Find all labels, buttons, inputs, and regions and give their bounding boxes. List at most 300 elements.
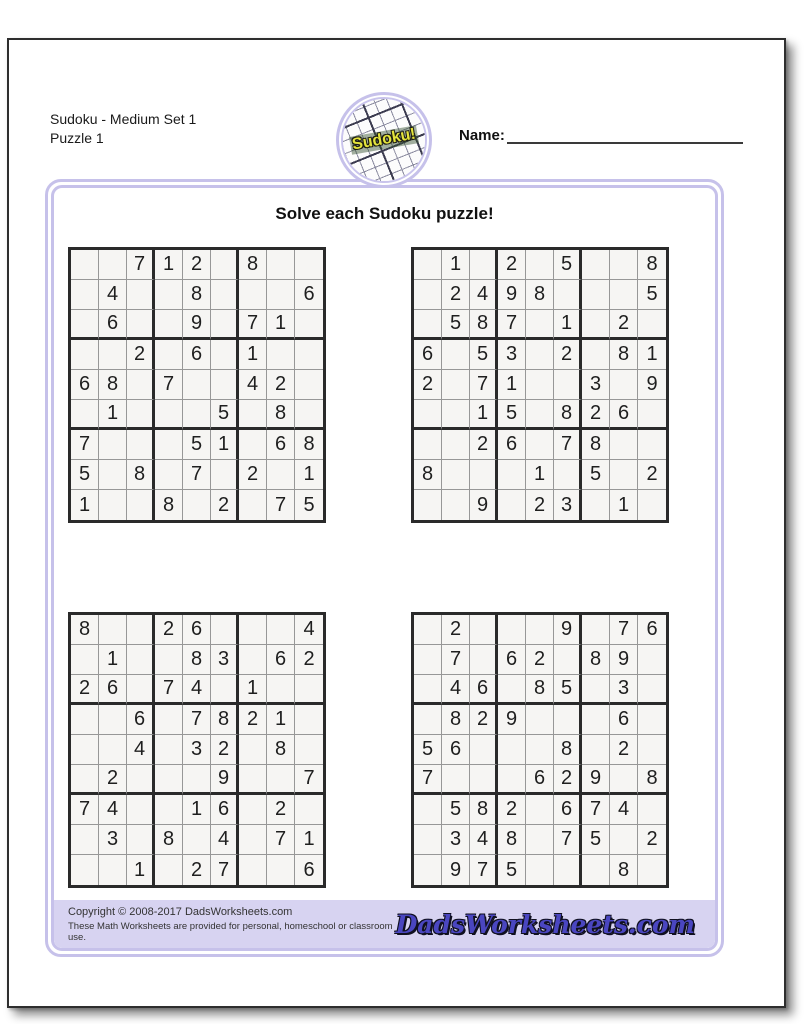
sudoku-cell: 7 <box>414 765 442 795</box>
sudoku-cell <box>295 340 323 370</box>
sudoku-cell <box>211 310 239 340</box>
sudoku-cell: 2 <box>554 765 582 795</box>
sudoku-cell <box>239 280 267 310</box>
sudoku-cell <box>526 250 554 280</box>
sudoku-cell: 7 <box>211 855 239 885</box>
sudoku-cell: 7 <box>239 310 267 340</box>
sudoku-cell: 6 <box>267 645 295 675</box>
sudoku-cell <box>99 340 127 370</box>
sudoku-cell: 2 <box>71 675 99 705</box>
set-title: Sudoku - Medium Set 1 <box>50 111 197 127</box>
sudoku-cell <box>127 370 155 400</box>
sudoku-grid-bottom-left <box>68 612 326 888</box>
sudoku-cell: 6 <box>267 430 295 460</box>
sudoku-cell: 6 <box>183 615 211 645</box>
sudoku-cell <box>582 855 610 885</box>
sudoku-cell: 7 <box>498 310 526 340</box>
sudoku-cell <box>99 490 127 520</box>
sudoku-cell: 9 <box>554 615 582 645</box>
sudoku-cell: 3 <box>610 675 638 705</box>
sudoku-cell <box>239 615 267 645</box>
sudoku-cell <box>155 340 183 370</box>
sudoku-cell <box>99 705 127 735</box>
name-blank-line <box>507 126 743 144</box>
sudoku-cell: 2 <box>211 490 239 520</box>
sudoku-cell <box>71 735 99 765</box>
sudoku-cell <box>127 645 155 675</box>
sudoku-cell <box>239 855 267 885</box>
sudoku-cell <box>211 370 239 400</box>
sudoku-cell <box>526 735 554 765</box>
sudoku-cell <box>526 400 554 430</box>
sudoku-cell <box>610 460 638 490</box>
sudoku-cell: 8 <box>498 825 526 855</box>
worksheet-page <box>7 38 786 1008</box>
sudoku-cell: 8 <box>267 735 295 765</box>
sudoku-cell <box>638 490 666 520</box>
sudoku-cell <box>295 795 323 825</box>
sudoku-cell <box>582 250 610 280</box>
sudoku-cell: 1 <box>610 490 638 520</box>
sudoku-cell: 9 <box>610 645 638 675</box>
sudoku-cell <box>442 430 470 460</box>
sudoku-cell: 1 <box>638 340 666 370</box>
sudoku-cell: 7 <box>183 705 211 735</box>
sudoku-cell: 6 <box>414 340 442 370</box>
sudoku-cell <box>414 430 442 460</box>
sudoku-cell: 5 <box>442 795 470 825</box>
sudoku-cell: 2 <box>610 735 638 765</box>
sudoku-cell <box>610 430 638 460</box>
sudoku-cell <box>582 280 610 310</box>
sudoku-cell <box>470 615 498 645</box>
sudoku-cell <box>526 705 554 735</box>
sudoku-cell <box>582 490 610 520</box>
sudoku-cell: 4 <box>99 280 127 310</box>
sudoku-cell: 5 <box>582 460 610 490</box>
puzzles-panel <box>45 179 724 957</box>
sudoku-cell <box>610 250 638 280</box>
sudoku-cell <box>99 430 127 460</box>
sudoku-cell <box>498 490 526 520</box>
sudoku-cell: 9 <box>211 765 239 795</box>
sudoku-cell: 8 <box>155 825 183 855</box>
sudoku-cell <box>554 855 582 885</box>
sudoku-cell <box>211 460 239 490</box>
sudoku-cell: 8 <box>526 675 554 705</box>
sudoku-cell: 5 <box>414 735 442 765</box>
sudoku-cell: 8 <box>442 705 470 735</box>
sudoku-cell <box>470 765 498 795</box>
sudoku-cell <box>414 795 442 825</box>
sudoku-cell <box>239 430 267 460</box>
sudoku-cell <box>239 765 267 795</box>
sudoku-cell <box>183 400 211 430</box>
sudoku-cell: 2 <box>442 280 470 310</box>
instruction-text: Solve each Sudoku puzzle! <box>275 204 494 223</box>
sudoku-cell <box>582 705 610 735</box>
sudoku-cell <box>211 280 239 310</box>
sudoku-cell <box>414 855 442 885</box>
sudoku-cell: 2 <box>554 340 582 370</box>
sudoku-cell: 4 <box>470 280 498 310</box>
sudoku-cell <box>267 280 295 310</box>
sudoku-cell: 7 <box>582 795 610 825</box>
sudoku-cell: 6 <box>442 735 470 765</box>
sudoku-cell: 8 <box>470 310 498 340</box>
sudoku-cell: 6 <box>295 280 323 310</box>
sudoku-cell: 7 <box>442 645 470 675</box>
sudoku-cell: 5 <box>211 400 239 430</box>
sudoku-cell <box>127 675 155 705</box>
sudoku-cell: 6 <box>303 858 315 881</box>
sudoku-cell <box>155 855 183 885</box>
sudoku-cell <box>183 825 211 855</box>
sudoku-cell: 2 <box>211 735 239 765</box>
sudoku-cell <box>155 400 183 430</box>
sudoku-cell <box>414 705 442 735</box>
sudoku-cell: 2 <box>498 795 526 825</box>
sudoku-cell: 1 <box>267 705 295 735</box>
sudoku-cell: 9 <box>582 765 610 795</box>
sudoku-cell <box>442 490 470 520</box>
sudoku-cell: 4 <box>470 825 498 855</box>
sudoku-cell <box>414 825 442 855</box>
sudoku-cell: 9 <box>498 705 526 735</box>
sudoku-cell: 8 <box>99 370 127 400</box>
sudoku-cell <box>267 675 295 705</box>
sudoku-cell: 8 <box>414 460 442 490</box>
sudoku-cell: 2 <box>582 400 610 430</box>
sudoku-cell <box>99 855 127 885</box>
sudoku-cell: 2 <box>610 310 638 340</box>
sudoku-cell <box>127 280 155 310</box>
sudoku-cell: 5 <box>303 493 315 516</box>
sudoku-cell: 2 <box>155 615 183 645</box>
sudoku-cell <box>295 370 323 400</box>
sudoku-cell <box>554 460 582 490</box>
sudoku-cell <box>442 400 470 430</box>
sudoku-cell <box>498 675 526 705</box>
sudoku-cell: 8 <box>183 280 211 310</box>
sudoku-cell: 1 <box>211 430 239 460</box>
sudoku-cell: 8 <box>267 400 295 430</box>
sudoku-cell: 1 <box>183 795 211 825</box>
sudoku-cell: 5 <box>470 340 498 370</box>
sudoku-cell: 2 <box>183 250 211 280</box>
sudoku-cell <box>554 645 582 675</box>
copyright-text: Copyright © 2008-2017 DadsWorksheets.com <box>68 905 293 918</box>
sudoku-cell: 6 <box>610 705 638 735</box>
sudoku-cell <box>183 370 211 400</box>
sudoku-cell <box>526 615 554 645</box>
sudoku-cell <box>526 855 554 885</box>
sudoku-cell <box>127 400 155 430</box>
sudoku-cell <box>610 280 638 310</box>
sudoku-cell: 1 <box>127 855 155 885</box>
sudoku-cell <box>414 615 442 645</box>
sudoku-logo-circle <box>341 97 427 183</box>
sudoku-cell <box>526 340 554 370</box>
sudoku-cell: 1 <box>554 310 582 340</box>
sudoku-cell: 8 <box>239 250 267 280</box>
sudoku-cell: 8 <box>554 400 582 430</box>
usage-text: These Math Worksheets are provided for personal, homeschool or classroom use. <box>68 920 393 943</box>
sudoku-cell: 6 <box>183 340 211 370</box>
sudoku-cell <box>127 795 155 825</box>
sudoku-cell <box>211 340 239 370</box>
sudoku-cell: 5 <box>183 430 211 460</box>
sudoku-cell <box>295 400 323 430</box>
sudoku-cell: 2 <box>526 645 554 675</box>
sudoku-cell: 1 <box>99 645 127 675</box>
sudoku-cell: 4 <box>211 825 239 855</box>
sudoku-cell <box>239 645 267 675</box>
dadsworksheets-logo: DadsWorksheets.com <box>395 909 695 939</box>
sudoku-cell <box>442 765 470 795</box>
sudoku-cell <box>127 765 155 795</box>
sudoku-cell: 2 <box>442 615 470 645</box>
sudoku-cell <box>239 795 267 825</box>
sudoku-cell <box>470 460 498 490</box>
sudoku-cell <box>610 825 638 855</box>
sudoku-cell <box>498 615 526 645</box>
sudoku-cell: 8 <box>582 430 610 460</box>
sudoku-cell <box>71 310 99 340</box>
sudoku-cell: 4 <box>295 615 323 645</box>
sudoku-cell: 8 <box>638 250 666 280</box>
sudoku-cell: 8 <box>554 735 582 765</box>
sudoku-cell: 7 <box>71 430 99 460</box>
sudoku-cell: 8 <box>526 280 554 310</box>
sudoku-cell: 2 <box>526 490 554 520</box>
sudoku-cell: 2 <box>127 340 155 370</box>
sudoku-cell: 2 <box>638 825 666 855</box>
sudoku-logo-label: Sudoku! <box>349 125 419 155</box>
sudoku-cell <box>155 735 183 765</box>
sudoku-cell: 1 <box>239 675 267 705</box>
sudoku-cell <box>414 250 442 280</box>
sudoku-cell: 6 <box>498 645 526 675</box>
sudoku-cell <box>127 490 155 520</box>
sudoku-cell: 8 <box>470 795 498 825</box>
sudoku-cell <box>582 615 610 645</box>
sudoku-cell <box>71 250 99 280</box>
sudoku-cell <box>71 645 99 675</box>
sudoku-cell <box>239 400 267 430</box>
sudoku-cell: 8 <box>610 855 638 885</box>
sudoku-cell <box>267 250 295 280</box>
footer-bar <box>54 900 715 948</box>
sudoku-grid-top-right <box>411 247 669 523</box>
puzzles-panel-inner <box>51 185 718 951</box>
footer-copyright-block <box>68 906 396 943</box>
sudoku-cell: 1 <box>442 250 470 280</box>
sudoku-cell: 4 <box>127 735 155 765</box>
sudoku-cell <box>414 645 442 675</box>
sudoku-cell: 1 <box>155 250 183 280</box>
sudoku-cell <box>183 765 211 795</box>
sudoku-cell: 2 <box>470 430 498 460</box>
sudoku-cell <box>267 460 295 490</box>
sudoku-cell: 6 <box>498 430 526 460</box>
sudoku-cell <box>470 250 498 280</box>
sudoku-cell: 2 <box>470 705 498 735</box>
sudoku-cell <box>470 645 498 675</box>
sudoku-cell: 2 <box>638 460 666 490</box>
sudoku-cell: 8 <box>155 490 183 520</box>
sudoku-cell <box>638 705 666 735</box>
sudoku-cell <box>526 370 554 400</box>
sudoku-cell <box>155 765 183 795</box>
sudoku-cell: 9 <box>638 370 666 400</box>
sudoku-cell: 5 <box>554 675 582 705</box>
sudoku-cell: 7 <box>155 370 183 400</box>
sudoku-cell: 7 <box>554 430 582 460</box>
sudoku-cell: 2 <box>183 855 211 885</box>
sudoku-cell <box>442 370 470 400</box>
sudoku-cell: 2 <box>498 250 526 280</box>
sudoku-cell: 8 <box>127 460 155 490</box>
sudoku-cell: 6 <box>470 675 498 705</box>
sudoku-cell: 6 <box>211 795 239 825</box>
sudoku-cell <box>414 675 442 705</box>
sudoku-cell <box>638 400 666 430</box>
sudoku-cell <box>71 765 99 795</box>
sudoku-cell <box>71 825 99 855</box>
sudoku-cell: 9 <box>470 490 498 520</box>
sudoku-cell: 7 <box>295 765 323 795</box>
sudoku-cell: 6 <box>526 765 554 795</box>
sudoku-cell <box>295 675 323 705</box>
sudoku-cell <box>295 310 323 340</box>
sudoku-cell <box>638 675 666 705</box>
sudoku-cell <box>99 615 127 645</box>
sudoku-cell: 2 <box>239 460 267 490</box>
sudoku-cell <box>239 735 267 765</box>
sudoku-cell: 2 <box>267 795 295 825</box>
sudoku-cell: 8 <box>183 645 211 675</box>
sudoku-cell <box>526 795 554 825</box>
sudoku-cell: 7 <box>267 825 295 855</box>
sudoku-cell <box>498 460 526 490</box>
sudoku-cell <box>526 310 554 340</box>
sudoku-cell <box>183 490 211 520</box>
sudoku-cell <box>267 765 295 795</box>
sudoku-cell: 6 <box>71 370 99 400</box>
sudoku-cell <box>582 735 610 765</box>
sudoku-cell: 4 <box>99 795 127 825</box>
sudoku-cell: 1 <box>498 370 526 400</box>
sudoku-cell: 5 <box>554 250 582 280</box>
sudoku-cell <box>127 310 155 340</box>
sudoku-cell <box>498 765 526 795</box>
sudoku-cell <box>155 430 183 460</box>
sudoku-cell <box>267 340 295 370</box>
sudoku-cell: 4 <box>610 795 638 825</box>
sudoku-cell <box>127 615 155 645</box>
sudoku-cell <box>127 430 155 460</box>
sudoku-cell: 5 <box>71 460 99 490</box>
name-label: Name: <box>459 127 505 144</box>
sudoku-grid-top-left <box>68 247 326 523</box>
sudoku-cell <box>414 490 442 520</box>
sudoku-cell <box>638 430 666 460</box>
sudoku-cell <box>295 250 323 280</box>
sudoku-logo-badge <box>336 92 432 188</box>
sudoku-cell: 4 <box>183 675 211 705</box>
sudoku-cell <box>638 645 666 675</box>
sudoku-cell <box>239 825 267 855</box>
sudoku-cell: 7 <box>267 490 295 520</box>
sudoku-cell <box>526 430 554 460</box>
sudoku-cell <box>155 795 183 825</box>
sudoku-cell: 9 <box>183 310 211 340</box>
sudoku-cell: 7 <box>554 825 582 855</box>
sudoku-cell: 3 <box>498 340 526 370</box>
sudoku-cell: 6 <box>610 400 638 430</box>
sudoku-cell <box>554 280 582 310</box>
sudoku-cell: 8 <box>211 705 239 735</box>
sudoku-cell <box>638 310 666 340</box>
sudoku-cell <box>498 735 526 765</box>
sudoku-cell <box>638 735 666 765</box>
sudoku-cell <box>127 825 155 855</box>
worksheet-title <box>50 110 196 148</box>
sudoku-cell: 5 <box>442 310 470 340</box>
sudoku-cell <box>526 825 554 855</box>
sudoku-cell: 3 <box>442 825 470 855</box>
sudoku-cell: 8 <box>638 765 666 795</box>
sudoku-cell <box>239 490 267 520</box>
sudoku-cell: 6 <box>99 675 127 705</box>
sudoku-cell <box>99 250 127 280</box>
sudoku-cell: 2 <box>267 370 295 400</box>
sudoku-cell <box>155 705 183 735</box>
sudoku-cell: 9 <box>498 280 526 310</box>
sudoku-cell <box>99 460 127 490</box>
sudoku-cell <box>295 735 323 765</box>
sudoku-cell: 1 <box>71 490 99 520</box>
sudoku-cell <box>554 370 582 400</box>
sudoku-cell <box>414 400 442 430</box>
sudoku-cell: 7 <box>127 250 155 280</box>
sudoku-cell: 2 <box>295 645 323 675</box>
sudoku-cell: 4 <box>239 370 267 400</box>
sudoku-cell <box>610 765 638 795</box>
sudoku-cell: 7 <box>610 615 638 645</box>
sudoku-grid-bottom-right <box>411 612 669 888</box>
sudoku-cell: 8 <box>610 340 638 370</box>
sudoku-cell <box>99 735 127 765</box>
sudoku-cell <box>71 340 99 370</box>
sudoku-cell: 8 <box>295 430 323 460</box>
sudoku-cell <box>211 675 239 705</box>
sudoku-cell: 6 <box>638 615 666 645</box>
sudoku-cell: 5 <box>498 855 526 885</box>
sudoku-cell <box>414 310 442 340</box>
sudoku-cell: 9 <box>442 855 470 885</box>
sudoku-cell: 1 <box>295 460 323 490</box>
sudoku-cell: 5 <box>582 825 610 855</box>
sudoku-cell: 7 <box>470 855 498 885</box>
sudoku-cell: 3 <box>99 825 127 855</box>
sudoku-cell <box>414 280 442 310</box>
sudoku-cell <box>155 645 183 675</box>
sudoku-cell <box>582 675 610 705</box>
sudoku-cell <box>442 460 470 490</box>
puzzle-number: Puzzle 1 <box>50 130 104 146</box>
